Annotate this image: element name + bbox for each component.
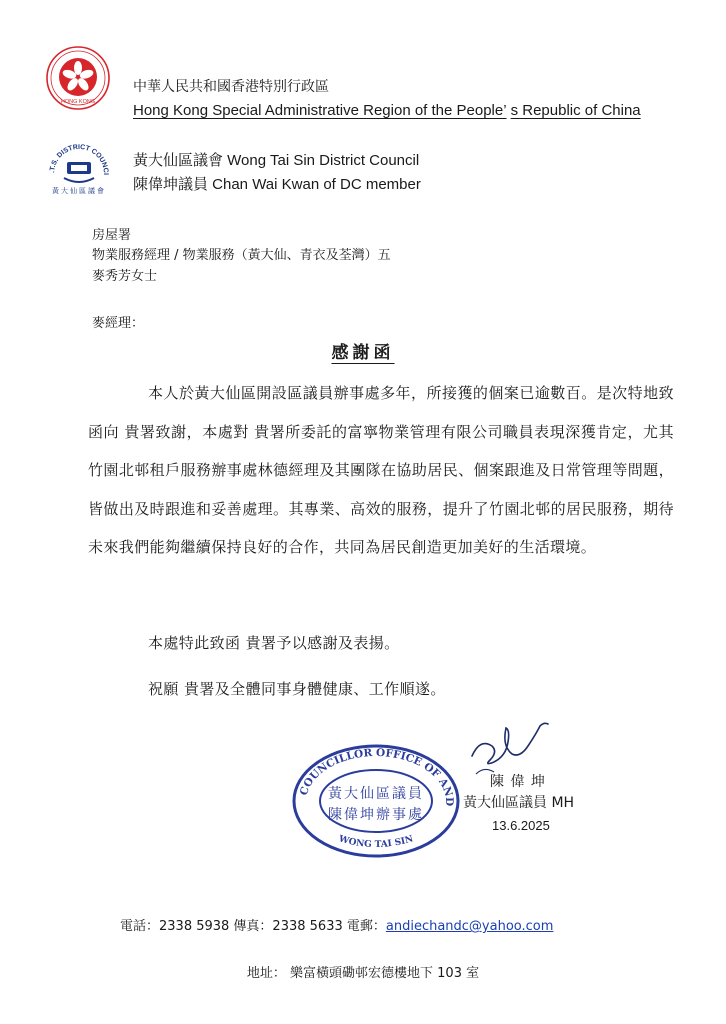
letter-paragraph-3: 祝願 貴署及全體同事身體健康、工作順遂。 xyxy=(148,680,446,698)
member-line: 陳偉坤議員 Chan Wai Kwan of DC member xyxy=(133,176,421,193)
handwritten-signature xyxy=(462,716,572,780)
emblem-text: HONG KONG xyxy=(60,99,96,105)
letter-date: 13.6.2025 xyxy=(492,818,550,833)
letter-paragraph-2: 本處特此致函 貴署予以感謝及表揚。 xyxy=(148,634,400,652)
salutation: 麥經理： xyxy=(92,316,145,331)
office-seal-stamp xyxy=(290,742,462,860)
address-line: 地址： 樂富橫頭磡邨宏德樓地下 103 室 xyxy=(246,966,480,981)
letter-paragraph-1: 本人於黃大仙區開設區議員辦事處多年，所接獲的個案已逾數百。是次特地致函向 貴署致謝，本處對 貴署所委託的富寧物業管理有限公司職員表現深獲肯定，尤其竹園北邨租戶服務辦事處林德經理及其團隊在協助居民、個案跟進及日常管理等問題，皆做出及時跟進和妥善處理。其專業、高效的服務，提升了竹園北邨的居民服務，期待未來我們能夠繼續保持良好的合作，共同為居民創造更加美好的生活環境。 xyxy=(88,384,674,556)
contact-line: 電話：2338 5938 傳真：2338 5633 電郵：andiechandc@yahoo.com xyxy=(120,919,554,934)
svg-text:WONG TAI SIN: WONG TAI SIN xyxy=(337,834,415,851)
recipient-title: 物業服務經理 / 物業服務（黃大仙、青衣及荃灣）五 xyxy=(92,248,391,263)
recipient-name: 麥秀芳女士 xyxy=(92,269,158,284)
hksar-emblem xyxy=(45,45,111,111)
svg-text:W.T.S. DISTRICT COUNCIL: .T.S. DISTRICT COUNCI xyxy=(49,143,110,175)
hksar-english-name: Hong Kong Special Administrative Region of the People’ s Republic of China xyxy=(133,102,641,119)
email-link[interactable]: andiechandc@yahoo.com xyxy=(385,919,554,934)
council-line: 黃大仙區議會 Wong Tai Sin District Council xyxy=(133,152,420,169)
signatory-role: 黃大仙區議員 MH xyxy=(463,795,575,811)
recipient-department: 房屋署 xyxy=(92,228,132,243)
council-logo xyxy=(46,136,112,198)
letter-title: 感謝函 xyxy=(331,343,395,363)
svg-text:黃大仙區議員: 黃大仙區議員 xyxy=(328,786,424,802)
svg-text:陳偉坤辦事處: 陳偉坤辦事處 xyxy=(328,807,424,823)
hksar-chinese-name: 中華人民共和國香港特別行政區 xyxy=(133,79,329,95)
signatory-name: 陳 偉 坤 xyxy=(490,774,546,790)
svg-text:DISTRICT COUNCILLOR OFFICE OF: COUNCILLOR OFFICE OF AND xyxy=(297,746,456,807)
svg-text:黃大仙區議會: 黃大仙區議會 xyxy=(52,187,106,195)
